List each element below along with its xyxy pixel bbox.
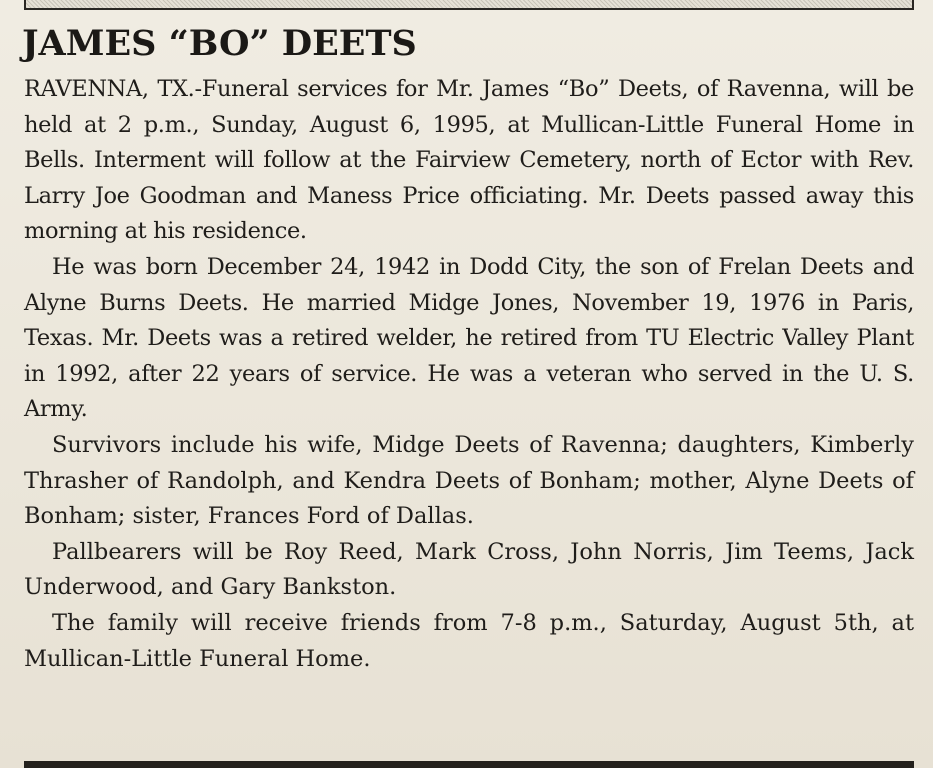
- paragraph-visitation: The family will receive friends from 7-8 p.m., Saturday, August 5th, at Mullican-Little Funeral Home.: [24, 609, 914, 672]
- paragraph-survivors: Survivors include his wife, Midge Deets of Ravenna; daughters, Kimberly Thrasher of Randolph, and Kendra Deets of Bonham; mother, Alyne Deets of Bonham; sister, Frances Ford of Dallas.: [24, 431, 914, 530]
- bottom-border-rule: [24, 761, 914, 768]
- obituary-headline: JAMES “BO” DEETS: [22, 23, 417, 64]
- top-border-rule: [24, 0, 914, 10]
- obituary-body: [24, 72, 914, 677]
- paragraph-funeral-services: RAVENNA, TX.-Funeral services for Mr. James “Bo” Deets, of Ravenna, will be held at 2 p.m., Sunday, August 6, 1995, at Mullican-Little Funeral Home in Bells. Interment will follow at the Fairview Cemetery, north of Ector with Rev. Larry Joe Goodman and Maness Price officiating. Mr. Deets passed away this morning at his residence.: [24, 76, 914, 245]
- paragraph-biography: He was born December 24, 1942 in Dodd City, the son of Frelan Deets and Alyne Burns Deets. He married Midge Jones, November 19, 1976 in Paris, Texas. Mr. Deets was a retired welder, he retired from TU Electric Valley Plant in 1992, after 22 years of service. He was a veteran who served in the U. S. Army.: [24, 253, 914, 423]
- paragraph-pallbearers: Pallbearers will be Roy Reed, Mark Cross, John Norris, Jim Teems, Jack Underwood, and Gary Bankston.: [24, 538, 914, 601]
